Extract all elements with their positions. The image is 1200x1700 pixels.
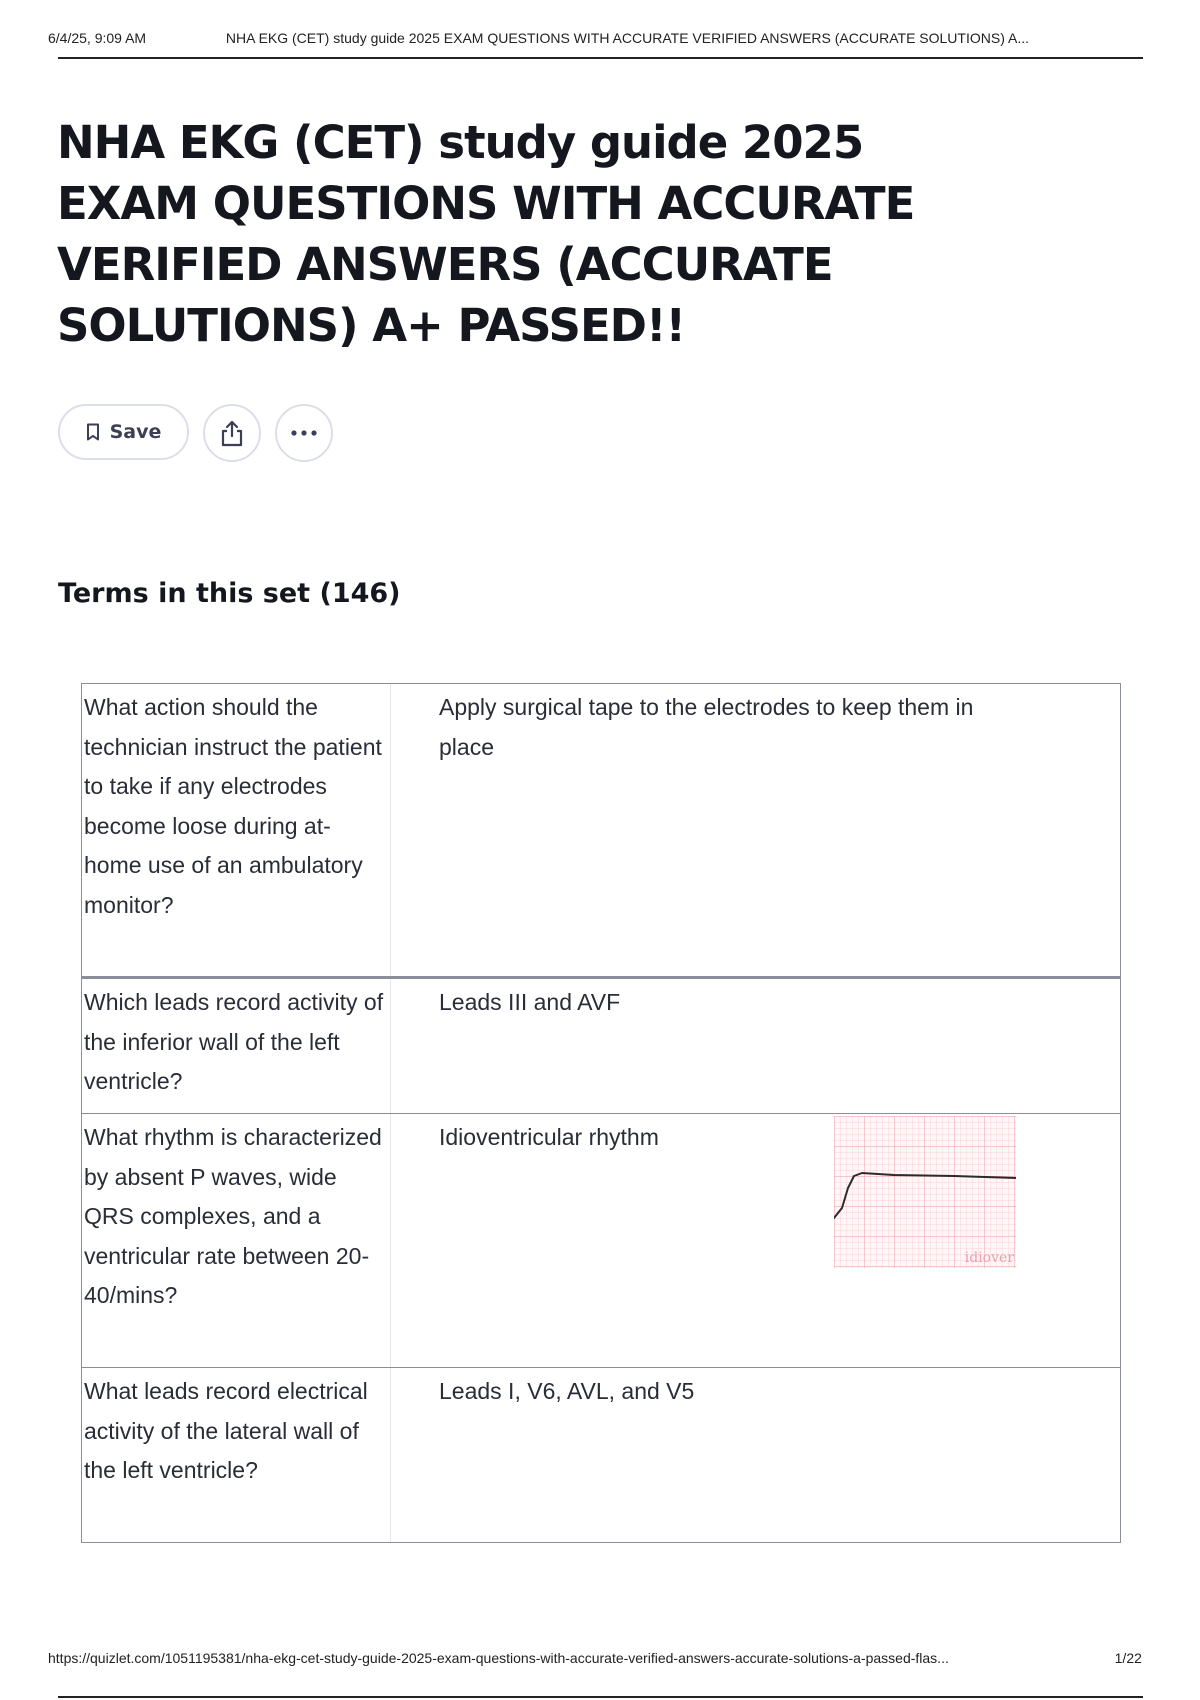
footer-divider [58,1696,1143,1698]
term-row [82,1367,1120,1542]
page-title: NHA EKG (CET) study guide 2025 EXAM QUESTIONS WITH ACCURATE VERIFIED ANSWERS (ACCURATE SOLUTIONS) A+ PASSED!! [57,116,915,352]
page-url[interactable]: https://quizlet.com/1051195381/nha-ekg-cet-study-guide-2025-exam-questions-with-accurate-verified-answers-accurate-solutions-a-passed-flas... [48,1650,949,1666]
term-row [82,1113,1120,1367]
term-answer-text: Leads III and AVF [439,989,621,1015]
term-answer-text: Apply surgical tape to the electrodes to keep them in place [439,694,974,760]
print-datetime: 6/4/25, 9:09 AM [48,30,147,46]
share-icon [219,419,245,447]
term-answer [391,1368,1120,1542]
term-question: What leads record electrical activity of the lateral wall of the left ventricle? [82,1368,391,1542]
term-question: What action should the technician instruct the patient to take if any electrodes become loose during at-home use of an ambulatory monitor? [82,684,391,976]
save-label: Save [109,421,162,443]
ekg-strip-image[interactable] [834,1116,1016,1268]
term-answer-text: Idioventricular rhythm [439,1124,659,1150]
term-answer [391,979,1120,1113]
ekg-image-caption: idiover [964,1250,1014,1266]
print-header [48,30,1143,46]
terms-heading: Terms in this set (146) [58,578,401,609]
term-row [82,684,1120,976]
page-number: 1/22 [1114,1650,1142,1666]
share-button[interactable] [203,404,261,462]
term-row [82,976,1120,1113]
term-answer-text: Leads I, V6, AVL, and V5 [439,1378,695,1404]
bookmark-icon [86,423,100,441]
save-button[interactable] [58,404,189,460]
term-answer [391,1114,1120,1367]
term-question: What rhythm is characterized by absent P waves, wide QRS complexes, and a ventricular rate between 20-40/mins? [82,1114,391,1367]
term-question: Which leads record activity of the inferior wall of the left ventricle? [82,979,391,1113]
terms-table [81,683,1121,1543]
more-icon [290,429,318,437]
action-bar [58,404,333,462]
term-answer [391,684,1120,976]
print-doc-title: NHA EKG (CET) study guide 2025 EXAM QUESTIONS WITH ACCURATE VERIFIED ANSWERS (ACCURATE SOLUTIONS) A... [225,30,1029,46]
print-footer [48,1650,1153,1666]
more-options-button[interactable] [275,404,333,462]
header-divider [58,57,1143,59]
